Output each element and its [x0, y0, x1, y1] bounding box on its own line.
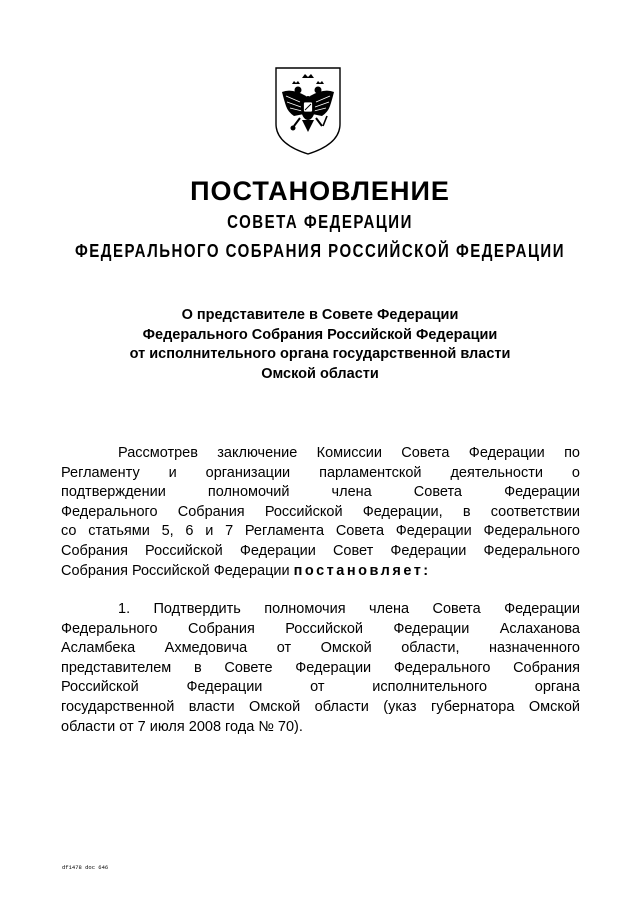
- subject-line: Омской области: [261, 365, 379, 382]
- paragraph-line: Собрания Российской Федерации Совет Федерации Федерального: [61, 542, 580, 559]
- paragraph-line: Асламбека Ахмедовича от Омской области, назначенного: [61, 640, 580, 657]
- resolution-keyword: постановляет:: [293, 562, 431, 579]
- paragraph-line: области от 7 июля 2008 года № 70).: [61, 718, 303, 735]
- subject-line: О представителе в Совете Федерации: [181, 307, 459, 323]
- paragraph-line-last: [61, 562, 580, 582]
- subject-line: от исполнительного органа государственной власти: [129, 346, 511, 362]
- paragraph-line: Федерального Собрания Российской Федерации, в соответствии: [61, 503, 580, 520]
- subject-line: Федерального Собрания Российской Федерации: [142, 326, 498, 343]
- paragraph-line: со статьями 5, 6 и 7 Регламента Совета Федерации Федерального: [61, 523, 580, 540]
- paragraph-line: Российской Федерации от исполнительного органа: [61, 679, 580, 696]
- paragraph-line: Регламенту и организации парламентской деятельности о: [61, 464, 580, 481]
- coat-of-arms-icon: [274, 66, 342, 156]
- paragraph-line: 1. Подтвердить полномочия члена Совета Федерации: [118, 601, 580, 617]
- issuer-line-1: СОВЕТА ФЕДЕРАЦИИ: [227, 211, 413, 234]
- paragraph-line: государственной власти Омской области (указ губернатора Омской: [61, 698, 580, 715]
- issuer-line-2: ФЕДЕРАЛЬНОГО СОБРАНИЯ РОССИЙСКОЙ ФЕДЕРАЦИИ: [75, 240, 565, 263]
- resolution-item-1: [61, 600, 580, 737]
- paragraph-line: Рассмотрев заключение Комиссии Совета Федерации по: [118, 445, 580, 461]
- paragraph-line: Федерального Собрания Российской Федерации Аслаханова: [61, 620, 580, 637]
- preamble-paragraph: [61, 444, 580, 581]
- document-code: df1478 doc 646: [62, 864, 109, 871]
- paragraph-line-text: Собрания Российской Федерации: [61, 562, 290, 579]
- document-title: ПОСТАНОВЛЕНИЕ: [190, 176, 450, 206]
- paragraph-line: подтверждении полномочий члена Совета Федерации: [61, 484, 580, 501]
- paragraph-line: представителем в Совете Федерации Федерального Собрания: [61, 659, 580, 676]
- document-subject: [60, 306, 580, 384]
